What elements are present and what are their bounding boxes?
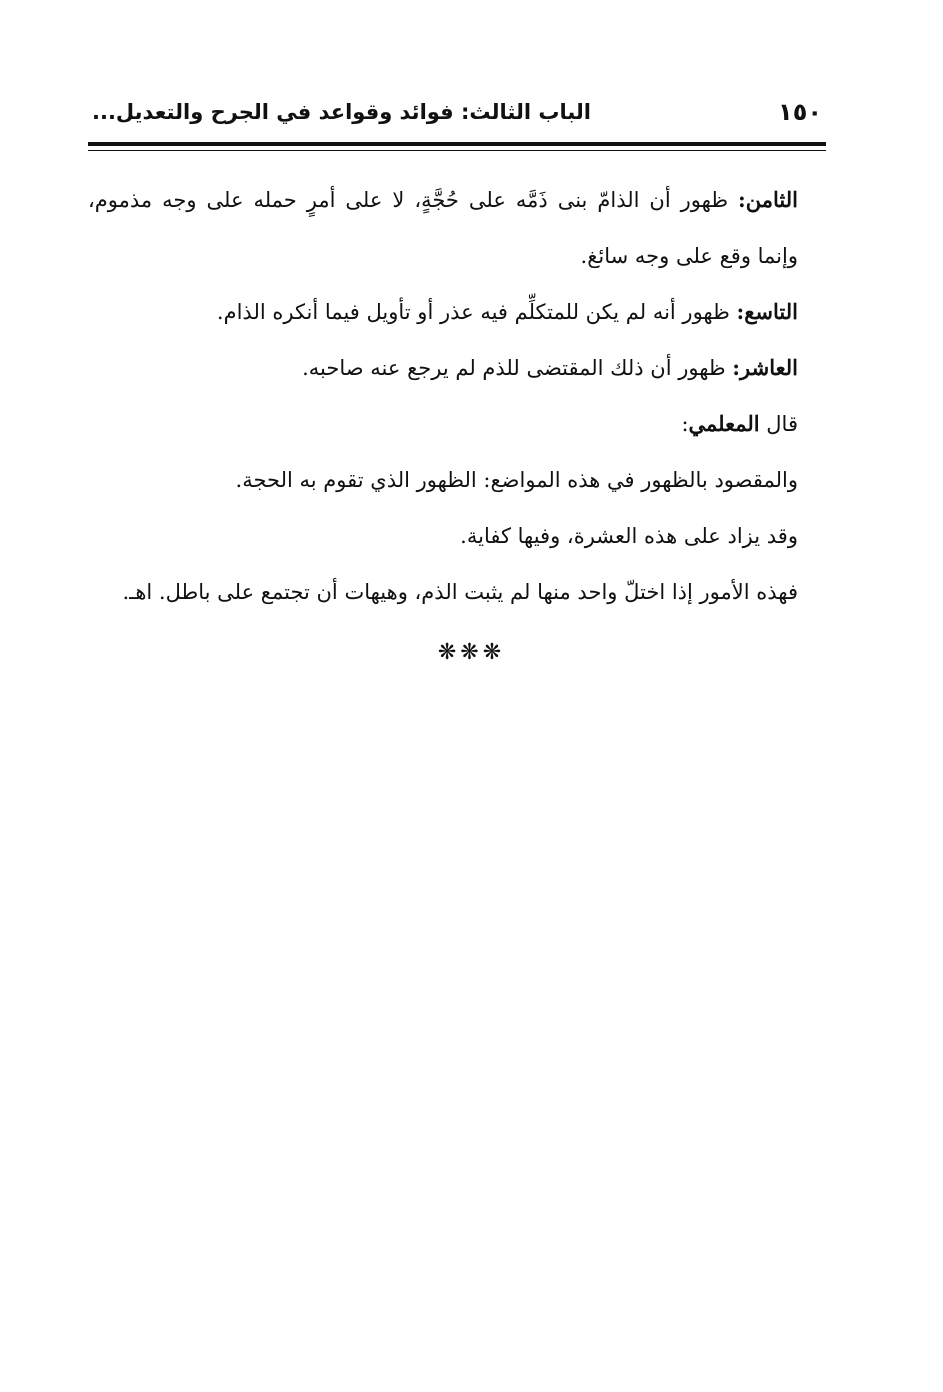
page-number: ١٥٠ bbox=[778, 98, 822, 126]
paragraph-ninth bbox=[88, 284, 826, 340]
header-rule-thick bbox=[88, 142, 826, 146]
author-name: المعلمي bbox=[688, 411, 760, 436]
paragraph-meaning bbox=[88, 452, 826, 508]
paragraph-text: وقد يزاد على هذه العشرة، وفيها كفاية. bbox=[460, 524, 798, 548]
paragraph-lead: الثامن: bbox=[738, 187, 798, 212]
paragraph-conclusion bbox=[88, 564, 826, 620]
header-rule-thin bbox=[88, 150, 826, 151]
paragraph-tenth bbox=[88, 340, 826, 396]
section-separator-asterisks: ❋❋❋ bbox=[437, 640, 506, 665]
chapter-title: الباب الثالث: فوائد وقواعد في الجرح والتعديل... bbox=[92, 100, 592, 124]
paragraph-lead: التاسع: bbox=[736, 299, 798, 324]
paragraph-text: ظهور أن ذلك المقتضى للذم لم يرجع عنه صاحبه. bbox=[302, 356, 733, 380]
paragraph-eighth bbox=[88, 172, 826, 284]
paragraph-text: ظهور أن الذامّ بنى ذَمَّه على حُجَّةٍ، لا على أمرٍ حمله على وجه مذموم، وإنما وقع على وجه سائغ. bbox=[88, 188, 798, 268]
body-text bbox=[88, 172, 826, 620]
paragraph-text: فهذه الأمور إذا اختلّ واحد منها لم يثبت الذم، وهيهات أن تجتمع على باطل. اهـ. bbox=[122, 580, 798, 604]
paragraph-lead: العاشر: bbox=[732, 355, 798, 380]
paragraph-text: ظهور أنه لم يكن للمتكلِّم فيه عذر أو تأويل فيما أنكره الذام. bbox=[216, 300, 737, 324]
paragraph-addition bbox=[88, 508, 826, 564]
quote-prefix: قال bbox=[759, 412, 798, 436]
paragraph-quote-intro bbox=[88, 396, 826, 452]
paragraph-text: والمقصود بالظهور في هذه المواضع: الظهور الذي تقوم به الحجة. bbox=[235, 468, 798, 492]
quote-suffix: : bbox=[681, 412, 689, 436]
running-head bbox=[88, 96, 826, 140]
